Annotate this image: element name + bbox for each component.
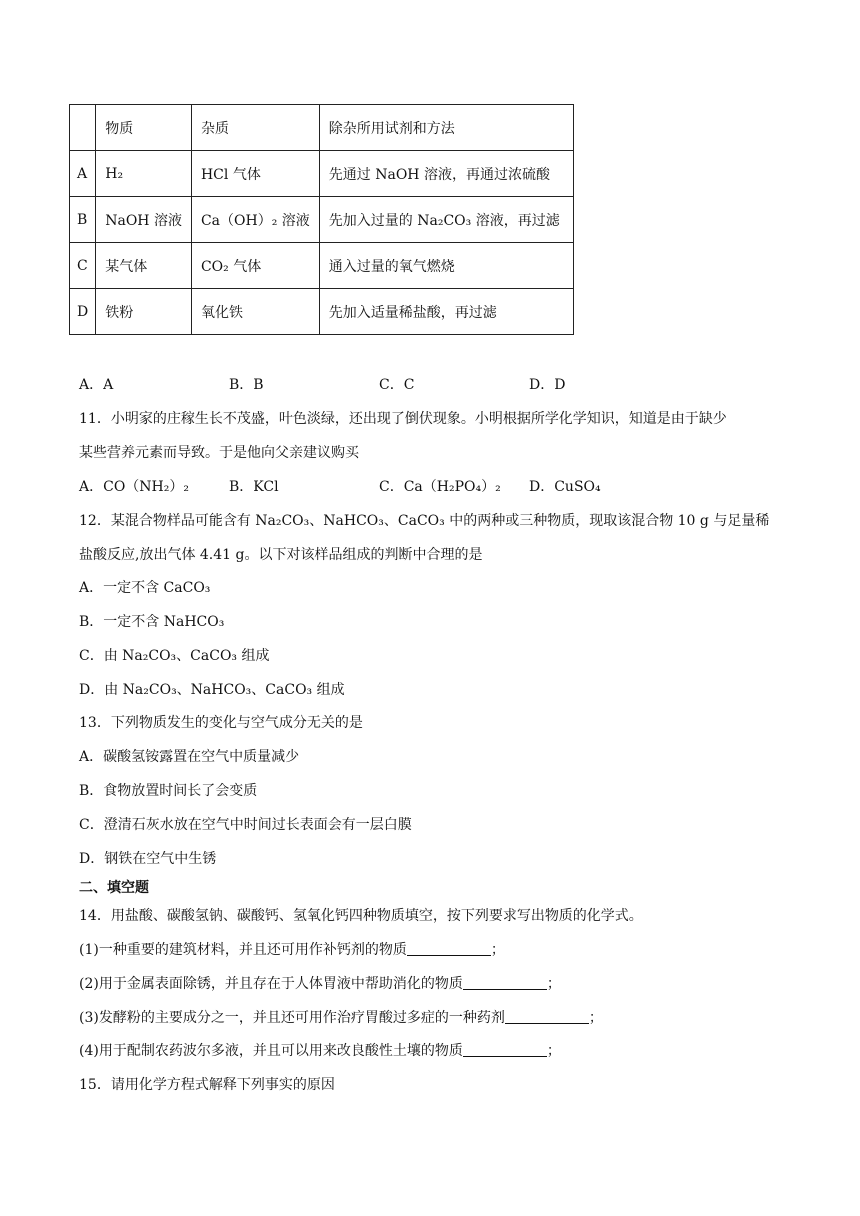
q13-option-a: A．碳酸氢铵露置在空气中质量减少 — [79, 749, 300, 765]
table-cell: NaOH 溶液 — [96, 197, 192, 243]
table-cell: 物质 — [96, 105, 192, 151]
q11-option-a: A．CO（NH₂）₂ — [79, 479, 189, 495]
table-cell: B — [70, 197, 96, 243]
impurity-removal-table — [69, 104, 574, 335]
q13-option-c: C．澄清石灰水放在空气中时间过长表面会有一层白膜 — [79, 817, 412, 833]
end-mark: ； — [546, 1043, 561, 1059]
table-cell: 铁粉 — [96, 289, 192, 335]
q12-option-c: C．由 Na₂CO₃、CaCO₃ 组成 — [79, 648, 270, 664]
table-cell: 除杂所用试剂和方法 — [319, 105, 573, 151]
q11-option-b: B．KCl — [229, 479, 279, 495]
q14-item-3 — [79, 1008, 603, 1028]
table-cell: HCl 气体 — [191, 151, 319, 197]
table-cell — [70, 105, 96, 151]
table-cell: 某气体 — [96, 243, 192, 289]
q14-item-text: (3)发酵粉的主要成分之一，并且还可用作治疗胃酸过多症的一种药剂 — [79, 1010, 505, 1026]
end-mark: ； — [490, 942, 505, 958]
q14-item-text: (1)一种重要的建筑材料，并且还可用作补钙剂的物质 — [79, 942, 407, 958]
table-cell: H₂ — [96, 151, 192, 197]
q14-item-2 — [79, 974, 561, 994]
table-cell: D — [70, 289, 96, 335]
q10-option-a: A．A — [79, 377, 114, 393]
table-cell: C — [70, 243, 96, 289]
q10-option-b: B．B — [229, 377, 264, 393]
table-row — [70, 243, 574, 289]
q11-option-d: D．CuSO₄ — [529, 479, 601, 495]
q10-option-d: D．D — [529, 377, 566, 393]
q13-stem: 13．下列物质发生的变化与空气成分无关的是 — [79, 715, 363, 731]
table-row — [70, 151, 574, 197]
table-cell: 先加入适量稀盐酸，再过滤 — [319, 289, 573, 335]
q12-option-d: D．由 Na₂CO₃、NaHCO₃、CaCO₃ 组成 — [79, 682, 345, 698]
q14-item-text: (2)用于金属表面除锈，并且存在于人体胃液中帮助消化的物质 — [79, 976, 463, 992]
table-row — [70, 197, 574, 243]
q13-option-d: D．钢铁在空气中生锈 — [79, 851, 217, 867]
q14-item-4 — [79, 1041, 561, 1061]
q10-option-c: C．C — [379, 377, 415, 393]
q12-option-a: A．一定不含 CaCO₃ — [79, 580, 211, 596]
answer-blank[interactable] — [407, 941, 491, 956]
table-header-row — [70, 105, 574, 151]
table-cell: A — [70, 151, 96, 197]
table-cell: 杂质 — [191, 105, 319, 151]
answer-blank[interactable] — [463, 975, 547, 990]
end-mark: ； — [546, 976, 561, 992]
q12-option-b: B．一定不含 NaHCO₃ — [79, 614, 225, 630]
table-cell: 先加入过量的 Na₂CO₃ 溶液，再过滤 — [319, 197, 573, 243]
q13-option-b: B．食物放置时间长了会变质 — [79, 783, 258, 799]
table-cell: 氧化铁 — [191, 289, 319, 335]
q12-stem-line2: 盐酸反应,放出气体 4.41 g。以下对该样品组成的判断中合理的是 — [79, 547, 483, 563]
table-cell: 通入过量的氧气燃烧 — [319, 243, 573, 289]
table-row — [70, 289, 574, 335]
table-cell: 先通过 NaOH 溶液，再通过浓硫酸 — [319, 151, 573, 197]
q15-stem: 15．请用化学方程式解释下列事实的原因 — [79, 1077, 335, 1093]
table-cell: Ca（OH）₂ 溶液 — [191, 197, 319, 243]
q14-item-text: (4)用于配制农药波尔多液，并且可以用来改良酸性土壤的物质 — [79, 1043, 463, 1059]
answer-blank[interactable] — [463, 1042, 547, 1057]
table-cell: CO₂ 气体 — [191, 243, 319, 289]
answer-blank[interactable] — [505, 1009, 589, 1024]
q14-stem: 14．用盐酸、碳酸氢钠、碳酸钙、氢氧化钙四种物质填空，按下列要求写出物质的化学式。 — [79, 908, 643, 924]
end-mark: ； — [588, 1010, 603, 1026]
section-heading: 二、填空题 — [79, 880, 149, 896]
q14-item-1 — [79, 940, 505, 960]
q11-option-c: C．Ca（H₂PO₄）₂ — [379, 479, 501, 495]
q11-stem-line1: 11．小明家的庄稼生长不茂盛，叶色淡绿，还出现了倒伏现象。小明根据所学化学知识，知道是由于缺少 — [79, 411, 727, 427]
q11-stem-line2: 某些营养元素而导致。于是他向父亲建议购买 — [79, 445, 359, 461]
q12-stem-line1: 12．某混合物样品可能含有 Na₂CO₃、NaHCO₃、CaCO₃ 中的两种或三种物质，现取该混合物 10 g 与足量稀 — [79, 513, 770, 529]
